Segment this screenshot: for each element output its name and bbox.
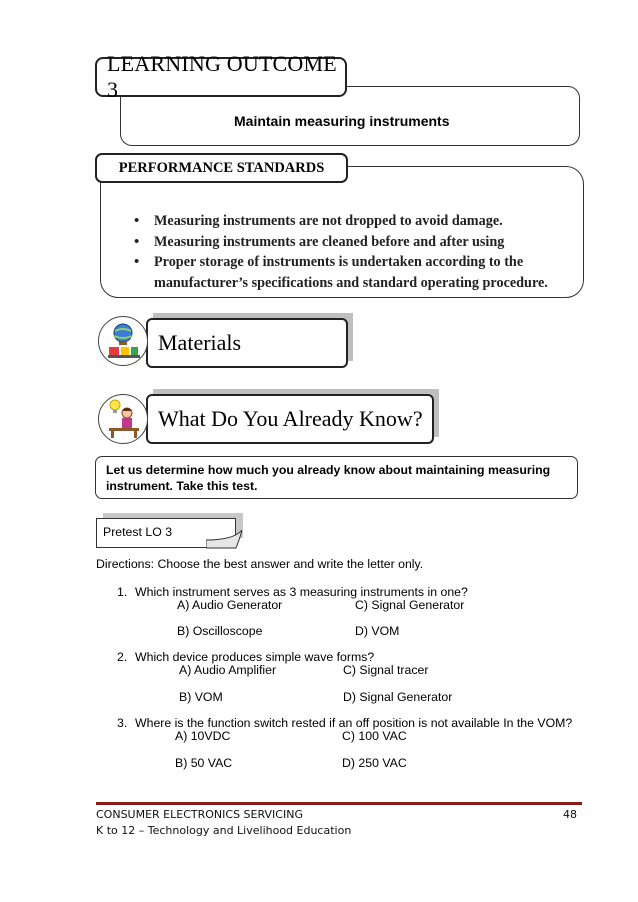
list-item: • Measuring instruments are cleaned before and after using [132, 232, 572, 253]
question-3-text: Where is the function switch rested if an off position is not available In the VOM? [135, 716, 573, 730]
materials-icon-circle [98, 316, 148, 366]
question-2-text: Which device produces simple wave forms? [135, 650, 375, 664]
learning-outcome-title: LEARNING OUTCOME 3 [95, 57, 347, 97]
question-2-option-b: B) VOM [179, 690, 223, 704]
question-1-text: Which instrument serves as 3 measuring instruments in one? [135, 585, 468, 599]
question-1-option-b: B) Oscilloscope [177, 624, 263, 638]
list-item [132, 273, 572, 294]
student-idea-icon [99, 395, 147, 443]
materials-heading: Materials [158, 330, 242, 355]
footer-page-number: 48 [563, 808, 577, 821]
question-2-number: 2. [117, 650, 128, 664]
directions-text: Directions: Choose the best answer and write the letter only. [96, 557, 424, 571]
what-know-heading: What Do You Already Know? [158, 406, 423, 431]
footer-course: CONSUMER ELECTRONICS SERVICING [96, 808, 303, 821]
performance-standards-list [132, 211, 572, 293]
question-1-option-c: C) Signal Generator [355, 598, 465, 612]
question-3-option-a: A) 10VDC [175, 729, 231, 743]
what-know-banner [146, 394, 434, 444]
performance-standards-title: PERFORMANCE STANDARDS [95, 153, 348, 183]
question-1-option-d: D) VOM [355, 624, 400, 638]
learning-outcome-subtitle: Maintain measuring instruments [234, 113, 450, 129]
intro-box [95, 456, 578, 499]
question-2-option-a: A) Audio Amplifier [179, 663, 277, 677]
question-1-number: 1. [117, 585, 128, 599]
intro-line-1: Let us determine how much you already know about maintaining measuring [106, 463, 551, 477]
question-2-option-d: D) Signal Generator [343, 690, 453, 704]
intro-line-2: instrument. Take this test. [106, 479, 258, 493]
list-item-continuation: manufacturer’s specifications and standard operating procedure. [154, 274, 548, 291]
pretest-label: Pretest LO 3 [103, 525, 173, 539]
question-3-option-b: B) 50 VAC [175, 756, 233, 770]
footer-divider [96, 802, 582, 805]
materials-banner [146, 318, 348, 368]
question-1-option-a: A) Audio Generator [177, 598, 283, 612]
page-curl-icon [206, 530, 242, 550]
list-item: • Proper storage of instruments is undertaken according to the [132, 252, 572, 273]
question-3-number: 3. [117, 716, 128, 730]
list-item: • Measuring instruments are not dropped to avoid damage. [132, 211, 572, 232]
what-know-icon-circle [98, 394, 148, 444]
globe-tools-icon [99, 317, 147, 365]
question-2-option-c: C) Signal tracer [343, 663, 429, 677]
question-3-option-c: C) 100 VAC [342, 729, 407, 743]
question-3-option-d: D) 250 VAC [342, 756, 407, 770]
footer-program: K to 12 – Technology and Livelihood Education [96, 824, 352, 837]
